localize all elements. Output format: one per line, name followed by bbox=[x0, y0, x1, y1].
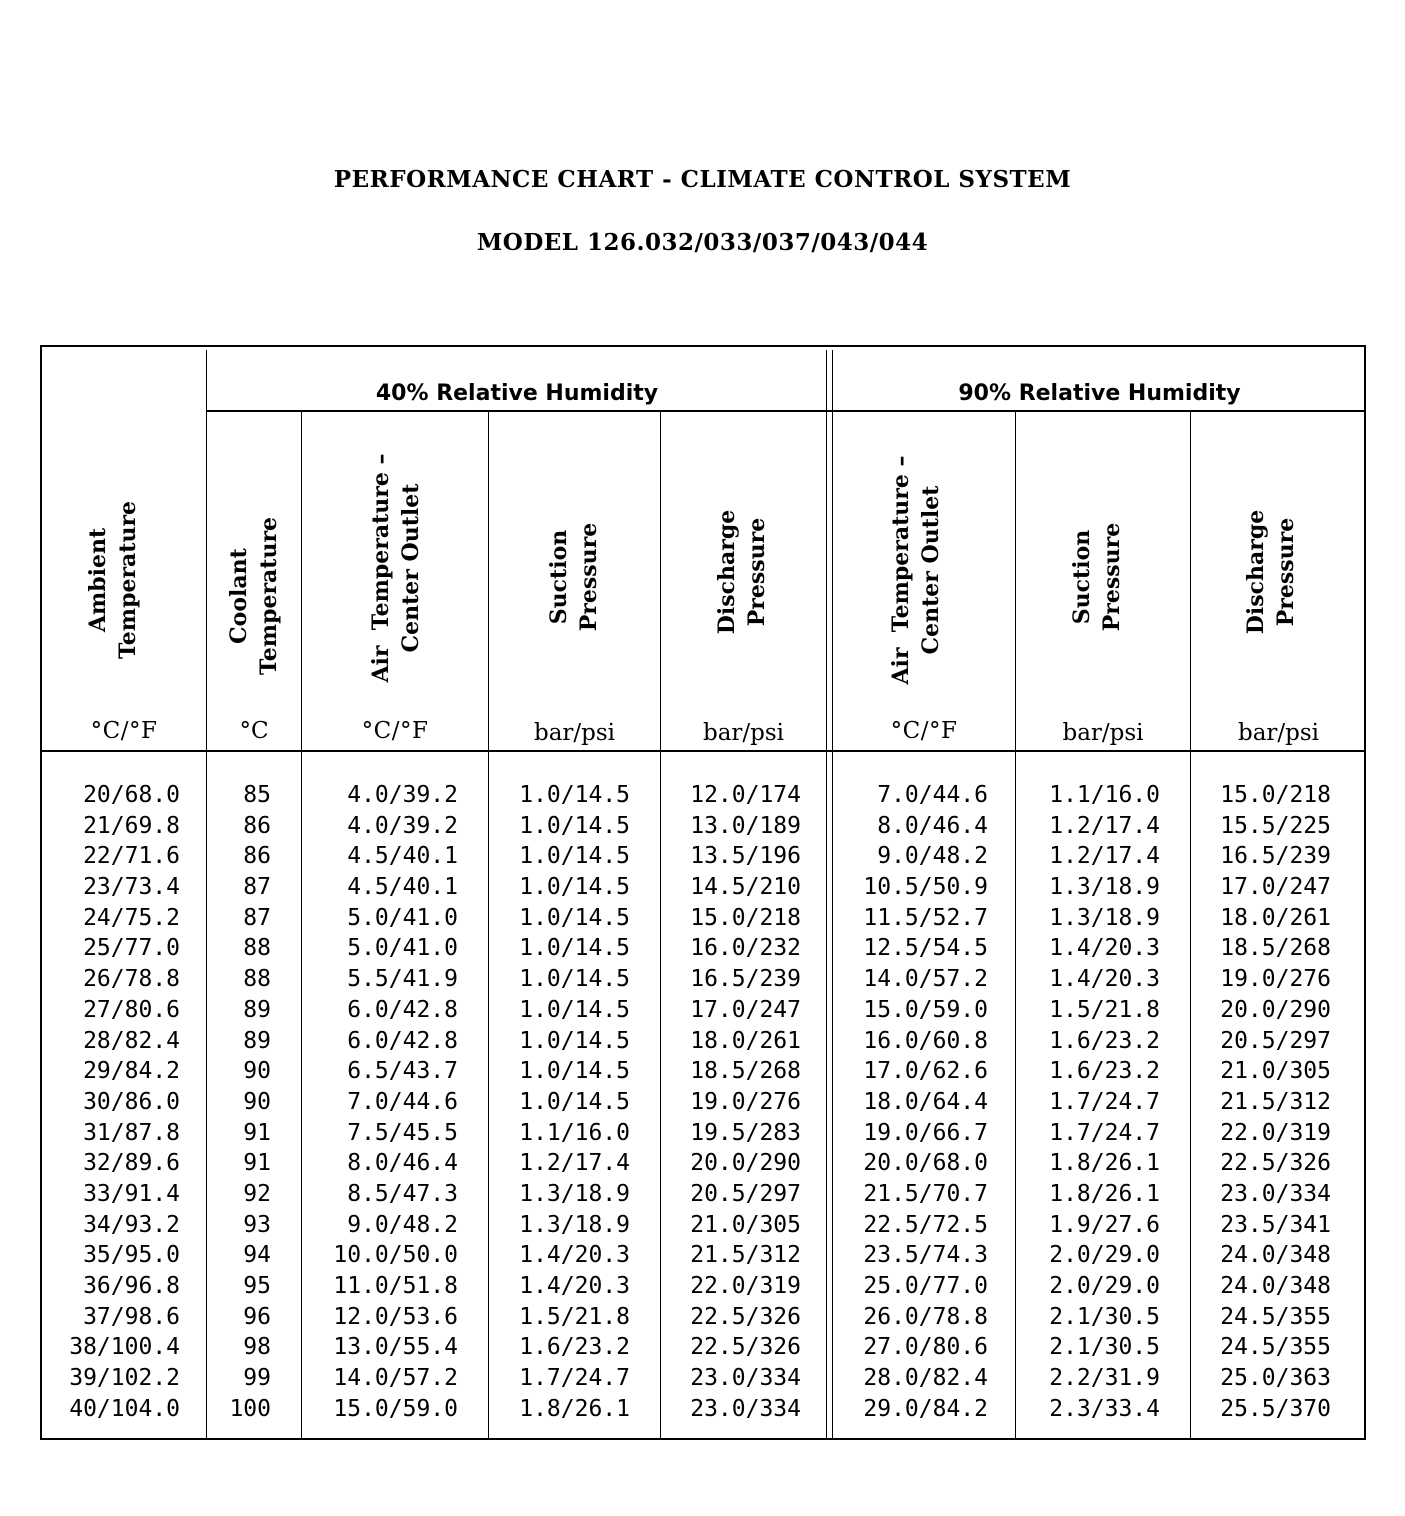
table-cell: 11.5/52.7 bbox=[863, 904, 988, 931]
table-cell: 26.0/78.8 bbox=[863, 1303, 988, 1330]
table-cell: 1.3/18.9 bbox=[1049, 874, 1160, 901]
table-cell: 1.5/21.8 bbox=[1049, 996, 1160, 1023]
table-cell: 22.0/319 bbox=[690, 1273, 801, 1299]
table-cell: 9.0/48.2 bbox=[347, 1211, 458, 1238]
col-discharge90 bbox=[1191, 780, 1331, 1424]
table-cell: 1.7/24.7 bbox=[519, 1365, 630, 1392]
table-cell: 37/98.6 bbox=[83, 1303, 180, 1330]
table-cell: 23.0/334 bbox=[690, 1395, 801, 1422]
table-cell: 18.0/261 bbox=[690, 1027, 801, 1054]
table-cell: 1.0/14.5 bbox=[519, 874, 630, 901]
table-cell: 92 bbox=[243, 1180, 271, 1207]
table-cell: 90 bbox=[243, 1088, 271, 1115]
header-suction-pressure-90: Suction Pressure bbox=[1069, 522, 1125, 632]
table-cell: 7.0/44.6 bbox=[347, 1088, 458, 1115]
table-cell: 20.5/297 bbox=[690, 1180, 801, 1207]
table-cell: 1.6/23.2 bbox=[1049, 1027, 1160, 1054]
table-cell: 21.0/305 bbox=[690, 1211, 801, 1238]
rh40-group-header: 40% Relative Humidity bbox=[375, 381, 659, 406]
table-cell: 6.0/42.8 bbox=[347, 1027, 458, 1054]
table-cell: 2.2/31.9 bbox=[1049, 1365, 1160, 1392]
table-cell: 24/75.2 bbox=[83, 904, 180, 931]
table-cell: 1.4/20.3 bbox=[519, 1273, 630, 1299]
table-cell: 26/78.8 bbox=[83, 966, 180, 993]
table-cell: 16.0/232 bbox=[690, 935, 801, 962]
table-cell: 4.0/39.2 bbox=[347, 782, 458, 808]
table-cell: 1.4/20.3 bbox=[1049, 966, 1160, 993]
table-cell: 18.0/261 bbox=[1220, 904, 1331, 931]
table-cell: 6.0/42.8 bbox=[347, 996, 458, 1023]
table-cell: 93 bbox=[243, 1211, 271, 1238]
table-cell: 14.5/210 bbox=[690, 874, 801, 901]
table-cell: 16.5/239 bbox=[1220, 843, 1331, 870]
table-cell: 1.7/24.7 bbox=[1049, 1088, 1160, 1115]
table-cell: 15.0/218 bbox=[690, 904, 801, 931]
table-cell: 1.0/14.5 bbox=[519, 904, 630, 931]
table-cell: 22.5/326 bbox=[690, 1303, 801, 1330]
table-cell: 20.5/297 bbox=[1220, 1027, 1331, 1054]
table-cell: 2.0/29.0 bbox=[1049, 1273, 1160, 1299]
table-cell: 1.0/14.5 bbox=[519, 966, 630, 993]
table-cell: 28/82.4 bbox=[83, 1027, 180, 1054]
table-cell: 8.0/46.4 bbox=[877, 812, 988, 839]
table-cell: 27.0/80.6 bbox=[863, 1334, 988, 1361]
col-suction90 bbox=[1016, 780, 1160, 1424]
table-cell: 21.5/312 bbox=[690, 1242, 801, 1269]
col-air40 bbox=[302, 780, 458, 1424]
table-cell: 19.0/66.7 bbox=[863, 1119, 988, 1146]
table-cell: 23.5/341 bbox=[1220, 1211, 1331, 1238]
unit-suction40: bar/psi bbox=[533, 720, 616, 746]
table-cell: 11.0/51.8 bbox=[333, 1273, 458, 1299]
table-cell: 25/77.0 bbox=[83, 935, 180, 962]
table-cell: 1.6/23.2 bbox=[1049, 1058, 1160, 1085]
table-cell: 99 bbox=[243, 1365, 271, 1392]
table-cell: 20.0/290 bbox=[1220, 996, 1331, 1023]
unit-suction90: bar/psi bbox=[1062, 720, 1144, 746]
table-cell: 29.0/84.2 bbox=[863, 1395, 988, 1422]
table-cell: 6.5/43.7 bbox=[347, 1058, 458, 1085]
table-cell: 17.0/247 bbox=[1220, 874, 1331, 901]
table-cell: 40/104.0 bbox=[69, 1395, 180, 1422]
table-cell: 21/69.8 bbox=[83, 812, 180, 839]
table-cell: 18.5/268 bbox=[690, 1058, 801, 1085]
table-cell: 39/102.2 bbox=[69, 1365, 180, 1392]
table-cell: 1.6/23.2 bbox=[519, 1334, 630, 1361]
table-cell: 24.0/348 bbox=[1220, 1273, 1331, 1299]
table-cell: 1.4/20.3 bbox=[519, 1242, 630, 1269]
table-cell: 14.0/57.2 bbox=[863, 966, 988, 993]
table-cell: 20.0/68.0 bbox=[863, 1150, 988, 1177]
table-cell: 8.5/47.3 bbox=[347, 1180, 458, 1207]
table-cell: 91 bbox=[243, 1119, 271, 1146]
rh90-group-header: 90% Relative Humidity bbox=[958, 381, 1241, 406]
unit-air40: °C/°F bbox=[361, 718, 429, 744]
table-cell: 24.0/348 bbox=[1220, 1242, 1331, 1269]
header-ambient-temperature: Ambient Temperature bbox=[85, 500, 141, 660]
table-cell: 36/96.8 bbox=[83, 1273, 180, 1299]
table-cell: 1.0/14.5 bbox=[519, 1058, 630, 1085]
table-cell: 1.4/20.3 bbox=[1049, 935, 1160, 962]
table-cell: 24.5/355 bbox=[1220, 1303, 1331, 1330]
table-cell: 19.0/276 bbox=[1220, 966, 1331, 993]
table-cell: 87 bbox=[243, 874, 271, 901]
table-cell: 28.0/82.4 bbox=[863, 1365, 988, 1392]
table-cell: 4.5/40.1 bbox=[347, 843, 458, 870]
table-cell: 88 bbox=[243, 966, 271, 993]
table-cell: 1.3/18.9 bbox=[519, 1211, 630, 1238]
table-cell: 22/71.6 bbox=[83, 843, 180, 870]
table-cell: 1.0/14.5 bbox=[519, 1027, 630, 1054]
header-air-temp-90: Air Temperature – Center Outlet bbox=[888, 455, 944, 685]
table-cell: 13.0/189 bbox=[690, 812, 801, 839]
col-ambient bbox=[42, 780, 180, 1424]
table-cell: 20/68.0 bbox=[83, 782, 180, 808]
table-cell: 12.5/54.5 bbox=[863, 935, 988, 962]
col-discharge40 bbox=[661, 780, 801, 1424]
table-cell: 1.5/21.8 bbox=[519, 1303, 630, 1330]
table-cell: 16.5/239 bbox=[690, 966, 801, 993]
table-cell: 15.0/59.0 bbox=[863, 996, 988, 1023]
table-cell: 22.5/326 bbox=[690, 1334, 801, 1361]
col-air90 bbox=[833, 780, 988, 1424]
table-cell: 33/91.4 bbox=[83, 1180, 180, 1207]
table-cell: 35/95.0 bbox=[83, 1242, 180, 1269]
header-discharge-pressure-90: Discharge Pressure bbox=[1243, 509, 1299, 635]
table-cell: 2.0/29.0 bbox=[1049, 1242, 1160, 1269]
table-cell: 10.5/50.9 bbox=[863, 874, 988, 901]
table-cell: 2.3/33.4 bbox=[1049, 1395, 1160, 1422]
table-cell: 86 bbox=[243, 812, 271, 839]
table-cell: 98 bbox=[243, 1334, 271, 1361]
table-cell: 23.0/334 bbox=[1220, 1180, 1331, 1207]
unit-discharge90: bar/psi bbox=[1237, 720, 1320, 746]
page-title: PERFORMANCE CHART - CLIMATE CONTROL SYSTEM bbox=[333, 166, 1072, 193]
table-cell: 4.5/40.1 bbox=[347, 874, 458, 901]
table-cell: 1.0/14.5 bbox=[519, 996, 630, 1023]
table-cell: 25.0/363 bbox=[1220, 1365, 1331, 1392]
table-cell: 21.5/70.7 bbox=[863, 1180, 988, 1207]
table-cell: 86 bbox=[243, 843, 271, 870]
table-cell: 1.0/14.5 bbox=[519, 1088, 630, 1115]
table-cell: 17.0/62.6 bbox=[863, 1058, 988, 1085]
col-suction40 bbox=[489, 780, 630, 1424]
col-coolant bbox=[207, 780, 271, 1424]
table-cell: 25.5/370 bbox=[1220, 1395, 1331, 1422]
header-air-temp-40: Air Temperature – Center Outlet bbox=[368, 453, 424, 683]
table-cell: 1.0/14.5 bbox=[519, 812, 630, 839]
table-cell: 1.3/18.9 bbox=[519, 1180, 630, 1207]
col-rule-double bbox=[826, 350, 827, 1438]
table-cell: 94 bbox=[243, 1242, 271, 1269]
table-cell: 1.8/26.1 bbox=[1049, 1150, 1160, 1177]
header-coolant-temperature: Coolant Temperature bbox=[226, 516, 282, 676]
group-header-rule bbox=[207, 410, 1366, 412]
table-cell: 18.5/268 bbox=[1220, 935, 1331, 962]
table-cell: 2.1/30.5 bbox=[1049, 1334, 1160, 1361]
table-cell: 27/80.6 bbox=[83, 996, 180, 1023]
table-cell: 1.0/14.5 bbox=[519, 782, 630, 808]
table-cell: 22.5/326 bbox=[1220, 1150, 1331, 1177]
table-cell: 14.0/57.2 bbox=[333, 1365, 458, 1392]
table-cell: 89 bbox=[243, 996, 271, 1023]
table-cell: 12.0/174 bbox=[690, 782, 801, 808]
table-cell: 34/93.2 bbox=[83, 1211, 180, 1238]
table-cell: 2.1/30.5 bbox=[1049, 1303, 1160, 1330]
table-cell: 1.9/27.6 bbox=[1049, 1211, 1160, 1238]
table-cell: 23/73.4 bbox=[83, 874, 180, 901]
table-cell: 90 bbox=[243, 1058, 271, 1085]
table-cell: 19.0/276 bbox=[690, 1088, 801, 1115]
table-cell: 16.0/60.8 bbox=[863, 1027, 988, 1054]
table-cell: 32/89.6 bbox=[83, 1150, 180, 1177]
table-cell: 1.0/14.5 bbox=[519, 843, 630, 870]
table-cell: 8.0/46.4 bbox=[347, 1150, 458, 1177]
table-cell: 1.2/17.4 bbox=[1049, 812, 1160, 839]
table-cell: 19.5/283 bbox=[690, 1119, 801, 1146]
table-cell: 1.8/26.1 bbox=[519, 1395, 630, 1422]
unit-discharge40: bar/psi bbox=[702, 720, 785, 746]
table-cell: 7.0/44.6 bbox=[877, 782, 988, 808]
table-cell: 1.0/14.5 bbox=[519, 935, 630, 962]
table-cell: 88 bbox=[243, 935, 271, 962]
table-cell: 10.0/50.0 bbox=[333, 1242, 458, 1269]
table-cell: 13.0/55.4 bbox=[333, 1334, 458, 1361]
table-cell: 13.5/196 bbox=[690, 843, 801, 870]
table-cell: 85 bbox=[243, 782, 271, 808]
table-cell: 7.5/45.5 bbox=[347, 1119, 458, 1146]
table-cell: 23.0/334 bbox=[690, 1365, 801, 1392]
table-cell: 15.0/59.0 bbox=[333, 1395, 458, 1422]
table-cell: 1.1/16.0 bbox=[1049, 782, 1160, 808]
table-cell: 1.3/18.9 bbox=[1049, 904, 1160, 931]
table-cell: 15.0/218 bbox=[1220, 782, 1331, 808]
unit-coolant: °C bbox=[239, 718, 269, 744]
table-cell: 29/84.2 bbox=[83, 1058, 180, 1085]
table-cell: 22.5/72.5 bbox=[863, 1211, 988, 1238]
table-cell: 1.2/17.4 bbox=[519, 1150, 630, 1177]
table-cell: 12.0/53.6 bbox=[333, 1303, 458, 1330]
table-cell: 89 bbox=[243, 1027, 271, 1054]
table-cell: 1.1/16.0 bbox=[519, 1119, 630, 1146]
header-rule bbox=[40, 750, 1366, 752]
table-cell: 18.0/64.4 bbox=[863, 1088, 988, 1115]
table-cell: 91 bbox=[243, 1150, 271, 1177]
table-cell: 17.0/247 bbox=[690, 996, 801, 1023]
table-cell: 21.0/305 bbox=[1220, 1058, 1331, 1085]
model-subtitle: MODEL 126.032/033/037/043/044 bbox=[476, 229, 929, 256]
table-cell: 5.5/41.9 bbox=[347, 966, 458, 993]
table-cell: 15.5/225 bbox=[1220, 812, 1331, 839]
header-discharge-pressure-40: Discharge Pressure bbox=[714, 509, 770, 635]
table-cell: 1.8/26.1 bbox=[1049, 1180, 1160, 1207]
table-cell: 20.0/290 bbox=[690, 1150, 801, 1177]
table-cell: 25.0/77.0 bbox=[863, 1273, 988, 1299]
table-cell: 23.5/74.3 bbox=[863, 1242, 988, 1269]
table-cell: 24.5/355 bbox=[1220, 1334, 1331, 1361]
table-cell: 95 bbox=[243, 1273, 271, 1299]
table-cell: 87 bbox=[243, 904, 271, 931]
table-cell: 1.7/24.7 bbox=[1049, 1119, 1160, 1146]
table-cell: 22.0/319 bbox=[1220, 1119, 1331, 1146]
table-cell: 96 bbox=[243, 1303, 271, 1330]
table-cell: 38/100.4 bbox=[69, 1334, 180, 1361]
unit-ambient: °C/°F bbox=[90, 718, 158, 744]
table-cell: 9.0/48.2 bbox=[877, 843, 988, 870]
table-cell: 4.0/39.2 bbox=[347, 812, 458, 839]
table-cell: 100 bbox=[229, 1395, 271, 1422]
table-cell: 30/86.0 bbox=[83, 1088, 180, 1115]
header-suction-pressure-40: Suction Pressure bbox=[546, 522, 602, 632]
table-cell: 5.0/41.0 bbox=[347, 904, 458, 931]
table-cell: 1.2/17.4 bbox=[1049, 843, 1160, 870]
table-cell: 21.5/312 bbox=[1220, 1088, 1331, 1115]
table-cell: 5.0/41.0 bbox=[347, 935, 458, 962]
table-cell: 31/87.8 bbox=[83, 1119, 180, 1146]
unit-air90: °C/°F bbox=[890, 718, 958, 744]
